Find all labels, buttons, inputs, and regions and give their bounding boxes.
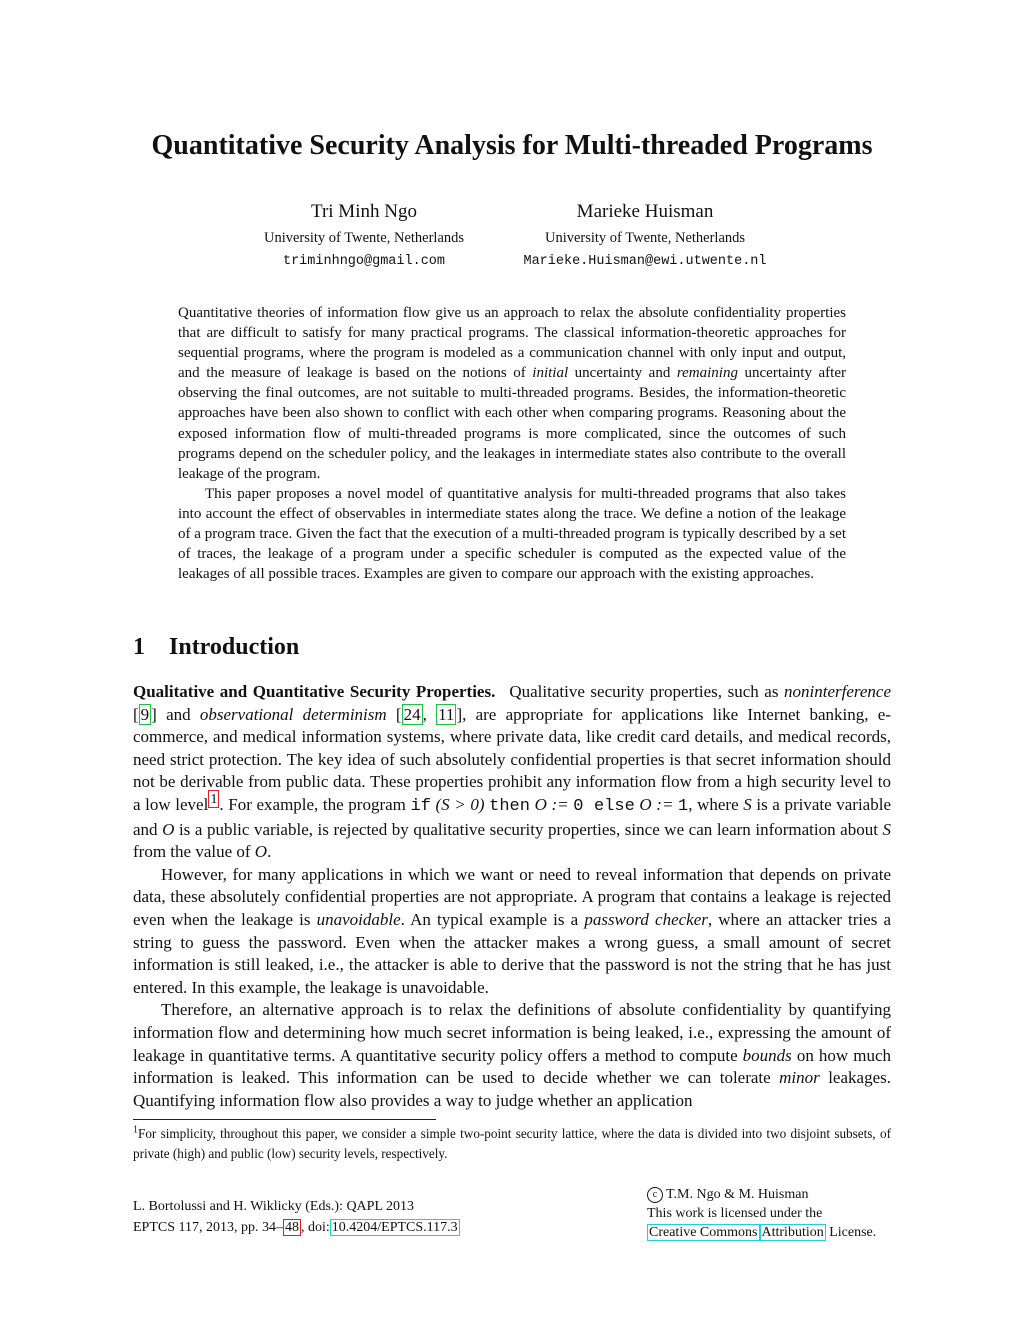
citation-link[interactable]: 9 [140,704,150,724]
text-run: uncertainty after observing the final outcomes, are not suitable to multi-threaded programs. Besides, the information-theoretic approaches have been also shown to conflict with each other when comparing programs. Reasoning about the exposed information flow of multi-threaded programs is more complicated, since the outcomes of such programs depend on the scheduler policy, and the leakages in intermediate states also contribute to the overall leakage of the program. [178,365,846,482]
math: (S > 0) [430,794,490,814]
emphasis: password checker [584,909,708,929]
text-run: ], are appropriate for applications like Internet banking, e-commerce, and medical information systems, where private data, like credit card details, and medical records, need strict protection. The key idea of such absolutely confidential properties is that secret information should not be derivable from public data. These properties prohibit any information flow from a high security level to a low level [133,704,891,814]
text-run: License. [825,1225,877,1240]
abstract-paragraph-2: This paper proposes a novel model of quantitative analysis for multi-threaded programs that also takes into account the effect of observables in intermediate states along the trace. We define a notion of the leakage of a program trace. Given the fact that the execution of a multi-threaded program is typically described by a set of traces, the leakage of a program under a specific scheduler is computed as the expected value of the leakages of all possible traces. Examples are given to compare our approach with the existing approaches. [178,485,846,583]
code-keyword: then [489,796,530,816]
author-email[interactable]: triminhngo@gmail.com [282,254,446,269]
emphasis: minor [779,1068,820,1088]
emphasis-remaining: remaining [676,365,738,382]
emphasis: noninterference [784,682,892,701]
footnote-mark: 1 [133,1124,138,1136]
text-run: uncertainty and [568,365,677,382]
math: S [743,794,752,814]
text-run: is a private variable and [133,794,891,839]
math: O [254,842,268,862]
text-run: from the value of [133,842,255,862]
text-run: is a public variable, is rejected by qualitative security properties, since we can learn information about [174,819,883,839]
text-run: . An typical example is a [400,909,585,929]
paper-title: Quantitative Security Analysis for Multi-threaded Programs [151,130,873,161]
copyright-line [647,1185,876,1204]
citation-link[interactable]: 24 [403,704,421,724]
copyright-holders: T.M. Ngo & M. Huisman [666,1187,809,1202]
license-line: This work is licensed under the [647,1206,823,1221]
emphasis: bounds [742,1045,792,1065]
license-link-line [647,1223,876,1242]
emphasis: unavoidable [316,909,401,929]
section-number: 1 [133,634,145,660]
text-run: , doi: [301,1220,330,1235]
author-name: Tri Minh Ngo [311,201,417,222]
body-text [133,681,891,1112]
eptcs-line [133,1217,460,1238]
text-run: Qualitative security properties, such as [509,682,785,701]
doi-link[interactable]: 10.4204/EPTCS.117.3 [331,1220,458,1235]
footnote-text: For simplicity, throughout this paper, we consider a simple two-point security lattice, where the data is divided into two disjoint subsets, of private (high) and public (low) security levels, respectively. [133,1126,891,1161]
text-run: . For example, the program [219,794,411,814]
math: O := [634,794,679,814]
text-run: ] and [151,704,200,724]
proceedings-line: L. Bortolussi and H. Wiklicky (Eds.): QAPL 2013 [133,1199,414,1214]
copyright-icon: c [647,1187,663,1203]
text-run: However, for many applications in which we want or need to reveal information that depends on private data, these absolutely confidential properties are not appropriate. A program that contains a leakage is rejected even when the leakage is [133,864,891,929]
attribution-link[interactable]: Attribution [761,1225,824,1240]
author-name: Marieke Huisman [576,201,714,222]
text-run: EPTCS 117, 2013, pp. 34– [133,1220,283,1235]
text-run: Quantitative theories of information flow give us an approach to relax the absolute confidentiality properties that are difficult to satisfy for many practical programs. The classical information-theoretic approaches for sequential programs, where the program is modeled as a communication channel with only input and output, and the measure of leakage is based on the notions of [178,305,846,382]
code-keyword: if [410,796,431,816]
citation-link[interactable]: 11 [438,704,455,724]
author-block-1 [214,200,514,274]
footnote-link[interactable]: 1 [210,791,218,808]
emphasis-initial: initial [532,365,569,382]
emphasis: observational determinism [199,704,387,724]
author-block-2 [495,200,795,274]
footnote-divider [133,1119,436,1120]
text-run: [ [386,704,402,724]
abstract [178,303,846,584]
footnote [133,1124,891,1164]
author-email[interactable]: Marieke.Huisman@ewi.utwente.nl [523,254,767,269]
text-run: Therefore, an alternative approach is to relax the definitions of absolute confidentiality by quantifying information flow and determining how much secret information is being leaked, i.e., expressing the amount of leakage in quantitative terms. A quantitative security policy offers a method to compute [133,1000,891,1065]
publication-info [133,1196,460,1238]
text-run: . [267,842,272,862]
abstract-paragraph-1 [178,303,846,484]
text-run: , where an attacker tries a string to guess the password. Even when the attacker makes a wrong guess, a small amount of secret information is still leaked, i.e., the attacker is able to derive that the password is not the string that he has just entered. In this example, the leakage is unavoidable. [133,909,891,997]
math: O [162,819,175,839]
text-run: leakages. Quantifying information flow also provides a way to judge whether an application [133,1068,891,1110]
text-run: [ [133,704,139,724]
code-keyword: 1 [678,796,689,816]
body-paragraph-3 [133,999,891,1112]
author-affiliation: University of Twente, Netherlands [544,230,746,246]
last-page-link[interactable]: 48 [285,1220,299,1235]
text-run: on how much information is leaked. This information can be used to decide whether we can tolerate [133,1045,891,1088]
text-run: , where [688,794,744,814]
paragraph-heading: Qualitative and Quantitative Security Properties. [133,682,496,701]
text-run: , [422,704,437,724]
section-title: Introduction [169,634,300,660]
math: O := [529,794,574,814]
section-heading [133,634,299,661]
code-keyword: 0 else [573,796,635,816]
license-info [647,1185,876,1242]
math: S [882,819,891,839]
author-affiliation: University of Twente, Netherlands [263,230,465,246]
body-paragraph-1 [133,681,891,864]
creative-commons-link[interactable]: Creative Commons [649,1225,758,1240]
body-paragraph-2 [133,864,891,1000]
